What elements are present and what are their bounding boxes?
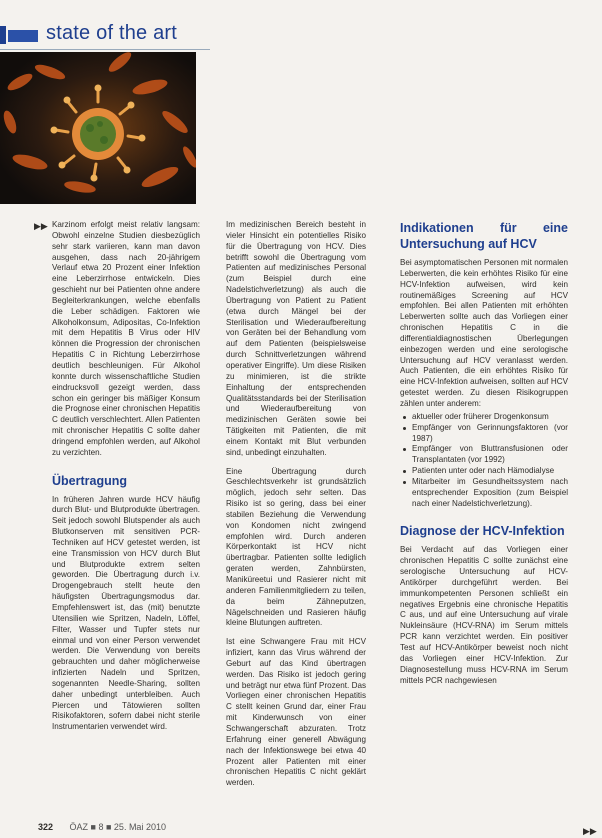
list-item: Patienten unter oder nach Hämodialyse [412, 466, 568, 477]
section-heading-indikationen: Indikationen für eine Untersuchung auf HCV [400, 221, 568, 251]
section-header [0, 22, 602, 48]
risk-group-list [400, 412, 568, 510]
paragraph: Eine Übertragung durch Geschlechtsverkehr ist grundsätzlich möglich, jedoch sehr selten. Das Risiko ist so gering, dass bei einer stabilen Beziehung die Verwendung von Kondomen nicht zwingend empfohlen wird. Durch anderen Körperkontakt ist HCV nicht übertragbar. Patienten sollte lediglich geraten werden, Zahnbürsten, Maniküreetui und Rasierer nicht mit anderen Familienmitgliedern zu teilen, da beim Zähneputzen, Nägelschneiden und Rasieren häufig kleine Blutungen auftreten. [226, 466, 366, 628]
header-bar-accent [8, 30, 38, 42]
list-item: Empfänger von Gerinnungsfaktoren (vor 1987) [412, 422, 568, 443]
list-item: aktueller oder früherer Drogenkonsum [412, 412, 568, 423]
list-item: Empfänger von Bluttransfusionen oder Transplantaten (vor 1992) [412, 444, 568, 465]
section-heading-uebertragung: Übertragung [52, 473, 127, 488]
column-1 [52, 220, 200, 733]
article-photo [0, 52, 196, 204]
paragraph: Bei asymptomatischen Personen mit normalen Leberwerten, die kein erhöhtes Risiko für eine HCV-Infektion aufweisen, wird kein routinemäßiges Screening auf HCV empfohlen. Bei allen Patienten mit erhöhten Leberwerten sollte auch das Vorliegen einer chronischen Hepatitis C in die differentialdiagnostischen Überlegungen einbezogen werden und eine serologische Untersuchung auf HCV veranlasst werden. Auch Patienten, die ein erhöhtes Risiko für eine HCV-Infektion aufweisen, sollten auf HCV getestet werden. Zu diesen Risikogruppen zählen unter anderem: [400, 258, 568, 408]
section-heading-diagnose: Diagnose der HCV-Infektion [400, 524, 565, 539]
paragraph: Ist eine Schwangere Frau mit HCV infiziert, kann das Virus während der Geburt auf das Kind übertragen werden. Das Risiko ist jedoch gering und beträgt nur etwa fünf Prozent. Das Vorliegen einer chronischen Hepatitis C stellt keinen Grund dar, einer Frau mit Kinderwunsch von einer Schwangerschaft abzuraten. Trotz Erfahrung einer generell Abwägung nach der Infektionswege bei etwa 40 Prozent aller Patienten mit einer chronischen Hepatitis C nicht geklärt werden. [226, 637, 366, 788]
page-number: 322 [38, 822, 54, 832]
journal-info: ÖAZ ■ 8 ■ 25. Mai 2010 [69, 822, 166, 832]
page-footer [38, 822, 166, 832]
section-title: state of the art [46, 22, 178, 44]
paragraph: Karzinom erfolgt meist relativ langsam: Obwohl einzelne Studien diesbezüglich sehr stark variieren, kann man davon ausgehen, dass nach 20-jährigem Verlauf etwa 20 Prozent einer Infektion eine Leberzirrhose entwickeln. Dies geschieht nur bei Patienten ohne andere Begleiterkrankungen, welche ebenfalls die Leber schädigen. Faktoren wie Alkoholkonsum, Adipositas, Co-Infektion mit dem Hepatitis B Virus oder HIV können die Progression der chronischen Hepatitis C in Richtung Leberzirrhose deutlich beschleunigen. Für Alkohol konnte durch wissenschaftliche Studien eindrucksvoll gezeigt werden, dass schon ein geringer bis mäßiger Konsum die Prognose einer chronischen Hepatitis C deutlich verschlechtert. Allen Patienten mit chronischer Hepatitis C sollte daher dringend empfohlen werden, auf Alkohol zu verzichten. [52, 220, 200, 457]
continue-arrow-icon: ▶▶ [34, 221, 48, 231]
column-2 [226, 220, 366, 789]
paragraph: Im medizinischen Bereich besteht in vieler Hinsicht ein potentielles Risiko für die Übertragung von HCV. Dies betrifft sowohl die Übertragung vom Patienten auf medizinisches Personal (zum Beispiel durch eine Nadelstichverletzung) als auch die Übertragung von Patient zu Patient (etwa durch Mängel bei der Sterilisation und Wiederaufbereitung von Geräten bei der Behandlung vom auf dem Patienten (beispielsweise durch Schnittverletzungen während operativer Eingriffe). Um diese Risiken zu minimieren, ist die strikte Einhaltung der entsprechenden Qualitätsstandards bei der Sterilisation und Wiederaufbereitung von medizinischen Geräten sowie bei Tätigkeiten mit Patienten, die mit einem Kontakt mit Blut verbunden sind, unbedingt einzuhalten. [226, 220, 366, 457]
list-item: Mitarbeiter im Gesundheitssystem nach entsprechender Exposition (zum Beispiel nach einer Nadelstichverletzung). [412, 476, 568, 508]
header-rule [0, 49, 210, 50]
paragraph: Bei Verdacht auf das Vorliegen einer chronischen Hepatitis C sollte zunächst eine serologische Untersuchung auf HCV-Antikörper durchgeführt werden. Bei immunkompetenten Personen schließt ein negatives Ergebnis eine chronische Hepatitis C aus, und auf eine Untersuchung auf virale Nukleinsäure (HCV-RNA) im Serum mittels PCR kann verzichtet werden. Ein positiver Test auf HCV-Antikörper beweist noch nicht das Vorliegen einer HCV-Infektion. Zur Diagnosestellung muss HCV-RNA im Serum mittels PCR nachgewiesen [400, 545, 568, 685]
column-3 [400, 220, 568, 686]
header-bar [0, 26, 6, 44]
virus-illustration [0, 52, 196, 204]
paragraph: In früheren Jahren wurde HCV häufig durch Blut- und Blutprodukte übertragen. Seit jedoch sowohl Blutspender als auch Blutkonserven mit sensitiven PCR-Techniken auf HCV getestet werden, ist eine Transmission von HCV durch Blut und Blutprodukte extrem selten geworden. Die Übertragung durch i.v. Drogengebrauch stellt heute den häufigsten Übertragungsmodus dar. Empfehlenswert ist, das (mit) benutzte Utensilien wie Spritzen, Nadeln, Löffel, Filter, Wasser und Tupfer stets nur einmal und von einer Person verwendet werden. Die Verwendung von bereits gebrauchten und daher möglicherweise infizierten Nadeln und Spritzen, sogenannten Needle-Sharing, sollten daher unbedingt unterbleiben. Auch Piercen und Tätowieren sollten Risikofaktoren, sofern dabei nicht sterile Instrumentarien verwendet wird. [52, 494, 200, 732]
continue-arrow-icon: ▶▶ [583, 826, 597, 836]
